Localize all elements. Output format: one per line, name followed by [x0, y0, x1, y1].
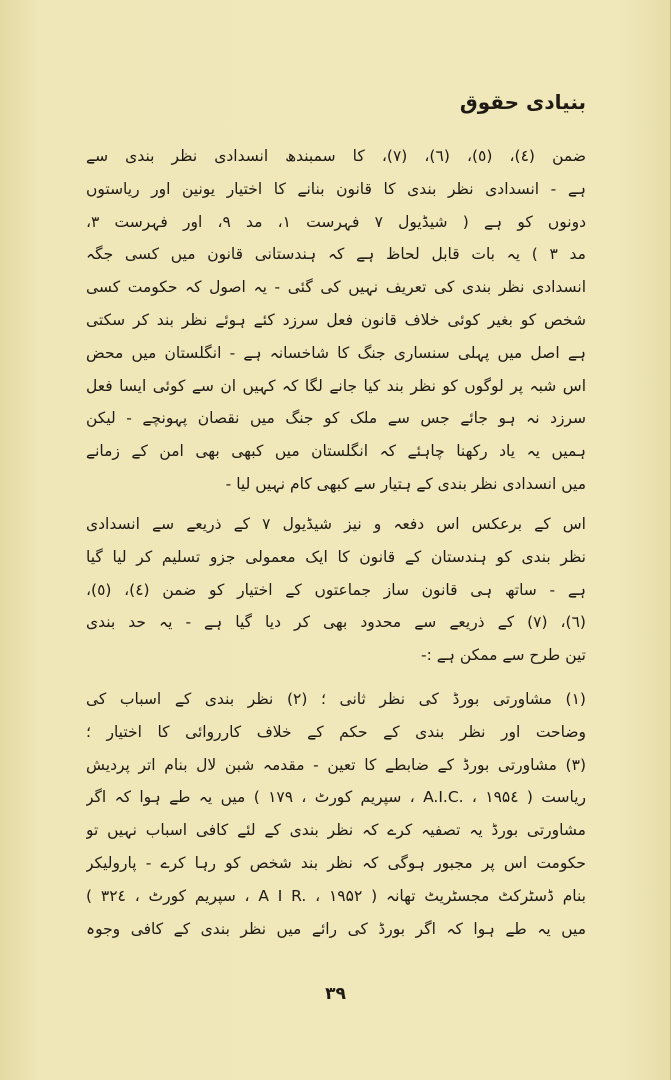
text-line: اس کے برعکس اس دفعہ و نیز شیڈیول ۷ کے ذریعے سے انسدادی [86, 515, 586, 533]
text-line: ہے - ساتھ ہی قانون ساز جماعتوں کے اختیار کو ضمن (٤)، (٥)، [86, 580, 586, 599]
text-line: ہے اصل میں پہلی سنساری جنگ کا شاخسانہ ہے - انگلستان میں محض [86, 343, 586, 362]
text-line: میں انسدادی نظر بندی کے ہتیار سے کبھی کام نہیں لیا - [225, 474, 586, 493]
text-line: بنام ڈسٹرکٹ مجسٹریٹ تھانہ ( A I R. ، ۱۹۵۲ ، سپریم کورٹ ، ۳۲٤ ) [86, 886, 586, 905]
text-line: وضاحت اور نظر بندی کے حکم کے خلاف کارروائی کا اختیار ؛ [86, 722, 586, 741]
page-number: ۳۹ [325, 984, 346, 1004]
paragraph-3 [86, 683, 586, 945]
text-line: دونوں کو ہے ( شیڈیول ۷ فہرست ۱، مد ۹، اور فہرست ۳، [86, 212, 586, 231]
text-line: (۳) مشاورتی بورڈ کے ضابطے کا تعین - مقدمہ شبن لال بنام اتر پردیش [86, 755, 586, 774]
text-line: ہمیں یہ یاد رکھنا چاہئے کہ انگلستان میں کبھی بھی امن کے زمانے [86, 442, 586, 461]
text-line: ضمن (٤)، (٥)، (٦)، (٧)، کا سمبندھ انسدادی نظر بندی سے [86, 147, 586, 165]
text-line: تین طرح سے ممکن ہے :- [421, 646, 586, 665]
text-line: میں یہ طے ہوا کہ اگر بورڈ کی رائے میں نظر بندی کے کافی وجوہ [86, 919, 586, 938]
text-line: اس شبہ پر لوگوں کو نظر بند کیا جانے لگا کہ کہیں ان سے کوئی ایسا فعل [86, 376, 586, 395]
text-line: (۱) مشاورتی بورڈ کی نظر ثانی ؛ (۲) نظر بندی کے اسباب کی [86, 690, 586, 708]
text-line: انسدادی نظر بندی کی تعریف نہیں کی گئی - یہ اصول کہ حکومت کسی [86, 278, 586, 297]
text-line: مشاورتی بورڈ یہ تصفیہ کرے کہ نظر بندی کے لئے کافی اسباب نہیں تو [86, 821, 586, 840]
text-line: سرزد نہ ہو جائے جس سے ملک کو جنگ میں نقصان پہونچے - لیکن [86, 409, 586, 428]
text-line: مد ۳ ) یہ بات قابل لحاظ ہے کہ ہندستانی قانون میں کسی جگہ [86, 245, 586, 264]
paragraph-1 [86, 140, 586, 501]
text-line: شخص کو بغیر کوئی خلاف قانون فعل سرزد کئے ہوئے نظر بند کر سکتی [86, 310, 586, 329]
running-header: بنیادی حقوق [459, 90, 586, 114]
paragraph-2 [86, 508, 586, 672]
text-line: نظر بندی کو ہندستان کے قانون کا ایک معمولی جزو تسلیم کر لیا گیا [86, 547, 586, 566]
text-line: (٦)، (٧) کے ذریعے سے محدود بھی کر دیا گیا ہے - یہ حد بندی [86, 613, 586, 632]
text-line: ہے - انسدادی نظر بندی کا قانون بنانے کا اختیار یونین اور ریاستوں [86, 179, 586, 198]
text-line: حکومت اس پر مجبور ہوگی کہ نظر بند شخص کو رہا کرے - پارولیکر [86, 853, 586, 872]
text-line: ریاست ( A.I.C. ، ۱۹۵٤ ، سپریم کورٹ ، ۱۷۹ ) میں یہ طے ہوا کہ اگر [86, 788, 586, 807]
